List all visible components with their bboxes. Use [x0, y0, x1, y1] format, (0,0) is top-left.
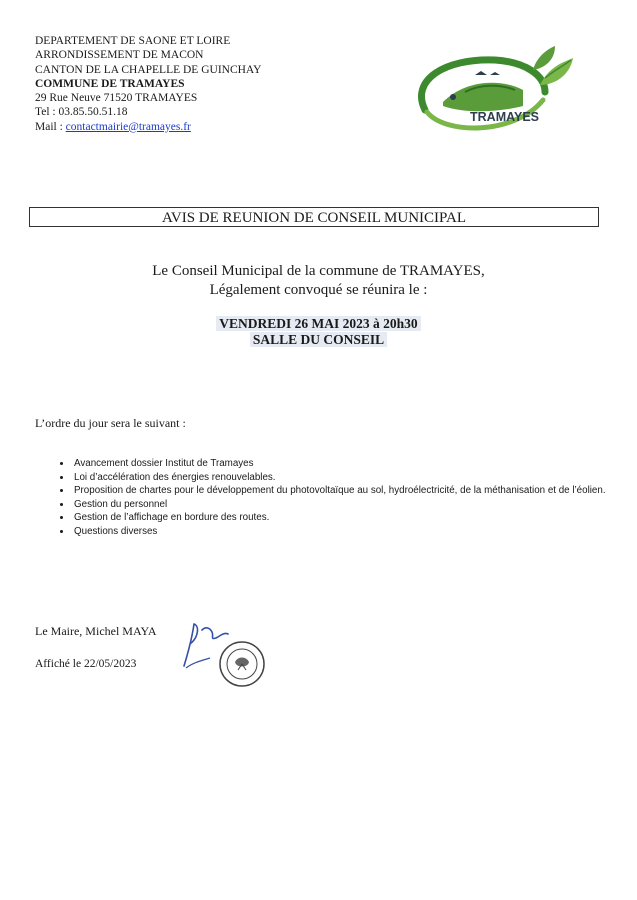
tramayes-logo-icon — [405, 40, 575, 140]
list-item: • Questions diverses — [72, 525, 612, 539]
list-item: • Avancement dossier Institut de Tramayes — [72, 457, 612, 471]
list-item: • Gestion de l’affichage en bordure des routes. — [72, 511, 612, 525]
meeting-details — [0, 316, 637, 348]
mail-link[interactable]: contactmairie@tramayes.fr — [65, 120, 191, 133]
notice-title: AVIS DE REUNION DE CONSEIL MUNICIPAL — [29, 207, 599, 227]
letterhead — [35, 34, 262, 134]
mayor-signature-line: Le Maire, Michel MAYA — [35, 624, 157, 638]
intro-line-1: Le Conseil Municipal de la commune de TRAMAYES, — [152, 263, 485, 279]
posted-date: Affiché le 22/05/2023 — [35, 658, 137, 670]
arrondissement-line: ARRONDISSEMENT DE MACON — [35, 49, 204, 62]
canton-line: CANTON DE LA CHAPELLE DE GUINCHAY — [35, 63, 262, 76]
meeting-date: VENDREDI 26 MAI 2023 à 20h30 — [216, 316, 420, 331]
mail-label: Mail : — [35, 120, 66, 133]
address-line: 29 Rue Neuve 71520 TRAMAYES — [35, 92, 198, 105]
agenda-list — [55, 457, 612, 539]
list-item: • Loi d’accélération des énergies renouvelables. — [72, 471, 612, 485]
phone-line: Tel : 03.85.50.51.18 — [35, 106, 128, 119]
mail-line — [35, 120, 262, 134]
logo-wordmark: TRAMAYES — [470, 110, 539, 124]
agenda-intro: L’ordre du jour sera le suivant : — [35, 416, 186, 430]
signature-and-stamp-icon — [180, 618, 280, 690]
list-item: • Proposition de chartes pour le développement du photovoltaïque au sol, hydroélectricité, de la méthanisation et de l’éolien. — [72, 484, 612, 498]
meeting-place: SALLE DU CONSEIL — [250, 332, 387, 347]
intro-line-2: Légalement convoqué se réunira le : — [209, 282, 428, 298]
list-item: • Gestion du personnel — [72, 498, 612, 512]
intro-text — [0, 262, 637, 300]
commune-name: COMMUNE DE TRAMAYES — [35, 77, 185, 90]
department-line: DEPARTEMENT DE SAONE ET LOIRE — [35, 35, 231, 47]
